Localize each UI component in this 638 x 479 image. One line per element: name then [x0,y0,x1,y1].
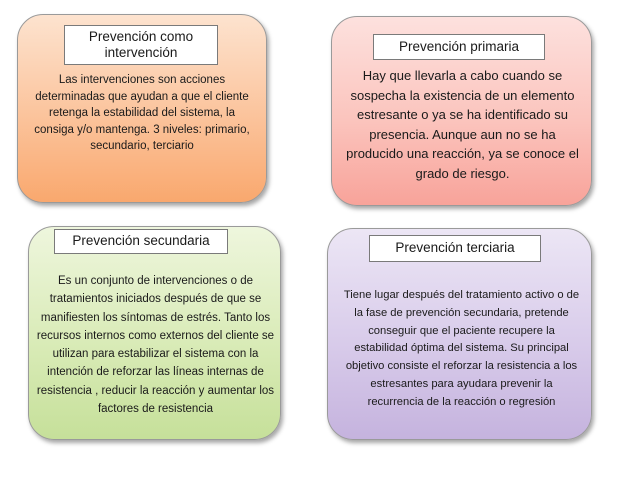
card-body: Hay que llevarla a cabo cuando se sospecha la existencia de un elemento estresante o ya se ha identificado su presencia. Aunque aun no se ha producido una reacción, ya se conoce el grado de riesgo. [346,68,579,181]
card-prevencion-secundaria [28,226,281,440]
card-body: Tiene lugar después del tratamiento activo o de la fase de prevención secundaria, pretende conseguir que el paciente recupere la estabilidad óptima del sistema. Su principal objetivo consiste el reforzar la resistencia a los estresantes para ayudara prevenir la recurrencia de la reacción o regresión [343,289,580,408]
card-title: Prevención como intervención [64,25,218,65]
card-title: Prevención terciaria [369,235,541,262]
card-title: Prevención primaria [373,34,545,60]
card-prevencion-intervencion [17,14,267,203]
card-body: Es un conjunto de intervenciones o de tratamientos iniciados después de que se manifiesten los síntomas de estrés. Tanto los recursos internos como externos del cliente se utilizan para estabilizar el sistema con la intención de reforzar las líneas internas de resistencia , reducir la reacción y aumentar los factores de resistencia [36,275,275,416]
card-body: Las intervenciones son acciones determinadas que ayudan a que el cliente retenga la estabilidad del sistema, la consiga y/o mantenga. 3 niveles: primario, secundario, terciario [34,74,250,152]
card-prevencion-primaria [331,16,592,206]
card-title: Prevención secundaria [54,229,228,254]
card-prevencion-terciaria [327,228,592,440]
